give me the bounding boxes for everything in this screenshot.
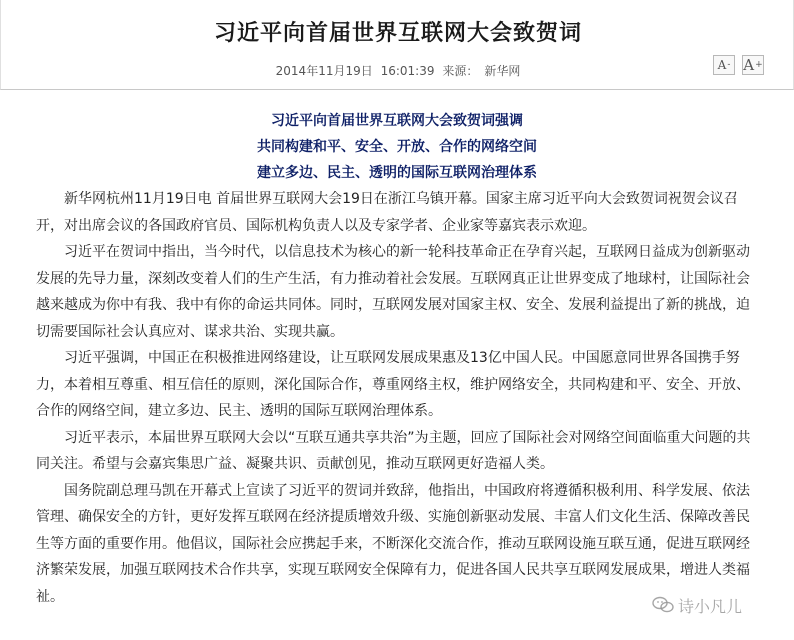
wechat-icon <box>652 596 674 614</box>
publish-time: 16:01:39 <box>380 64 435 78</box>
publish-date: 2014年11月19日 <box>275 64 373 78</box>
source-label: 来源： <box>442 64 479 78</box>
paragraph-5: 国务院副总理马凯在开幕式上宣读了习近平的贺词并致辞，他指出，中国政府将遵循积极利用、科学发展、依法管理、确保安全的方针，更好发挥互联网在经济提质增效升级、实施创新驱动发展、丰富人们文化生活、保障改善民生等方面的重要作用。他倡议，国际社会应携起手来，不断深化交流合作，推动互联网设施互联互通，促进互联网经济繁荣发展，加强互联网技术合作共享，实现互联网安全保障有力，促进各国人民共享互联网发展成果，增进人类福祉。 <box>36 482 750 605</box>
subtitle-3: 建立多边、民主、透明的国际互联网治理体系 <box>257 165 537 181</box>
minus-icon: - <box>727 60 731 70</box>
font-smaller-label: A <box>717 58 727 72</box>
font-larger-label: A <box>743 56 755 74</box>
plus-icon: + <box>755 60 763 70</box>
watermark <box>652 590 782 620</box>
paragraph-1: 新华网杭州11月19日电 首届世界互联网大会19日在浙江乌镇开幕。国家主席习近平向大会致贺词祝贺会议召开，对出席会议的各国政府官员、国际机构负责人以及专家学者、企业家等嘉宾表示欢迎。 <box>36 191 738 234</box>
subtitle-2: 共同构建和平、安全、开放、合作的网络空间 <box>257 139 537 155</box>
font-larger-button[interactable] <box>742 55 764 75</box>
paragraph-4: 习近平表示，本届世界互联网大会以“互联互通共享共治”为主题，回应了国际社会对网络空间面临重大问题的共同关注。希望与会嘉宾集思广益、凝聚共识、贡献创见，推动互联网更好造福人类。 <box>36 429 751 472</box>
source-name: 新华网 <box>484 64 521 78</box>
watermark-text: 诗小凡儿 <box>678 596 743 616</box>
subtitle-1: 习近平向首届世界互联网大会致贺词强调 <box>271 113 523 129</box>
article-body <box>36 108 758 610</box>
article-meta <box>1 62 794 79</box>
paragraph-3: 习近平强调，中国正在积极推进网络建设，让互联网发展成果惠及13亿中国人民。中国愿意同世界各国携手努力，本着相互尊重、相互信任的原则，深化国际合作，尊重网络主权，维护网络安全，共同构建和平、安全、开放、合作的网络空间，建立多边、民主、透明的国际互联网治理体系。 <box>36 350 750 419</box>
article-header <box>0 0 794 90</box>
font-smaller-button[interactable] <box>713 55 735 75</box>
page-title: 习近平向首届世界互联网大会致贺词 <box>213 21 582 46</box>
paragraph-2: 习近平在贺词中指出，当今时代，以信息技术为核心的新一轮科技革命正在孕育兴起，互联网日益成为创新驱动发展的先导力量，深刻改变着人们的生产生活，有力推动着社会发展。互联网真正让世界变成了地球村，让国际社会越来越成为你中有我、我中有你的命运共同体。同时，互联网发展对国家主权、安全、发展利益提出了新的挑战，迫切需要国际社会认真应对、谋求共治、实现共赢。 <box>36 244 750 340</box>
